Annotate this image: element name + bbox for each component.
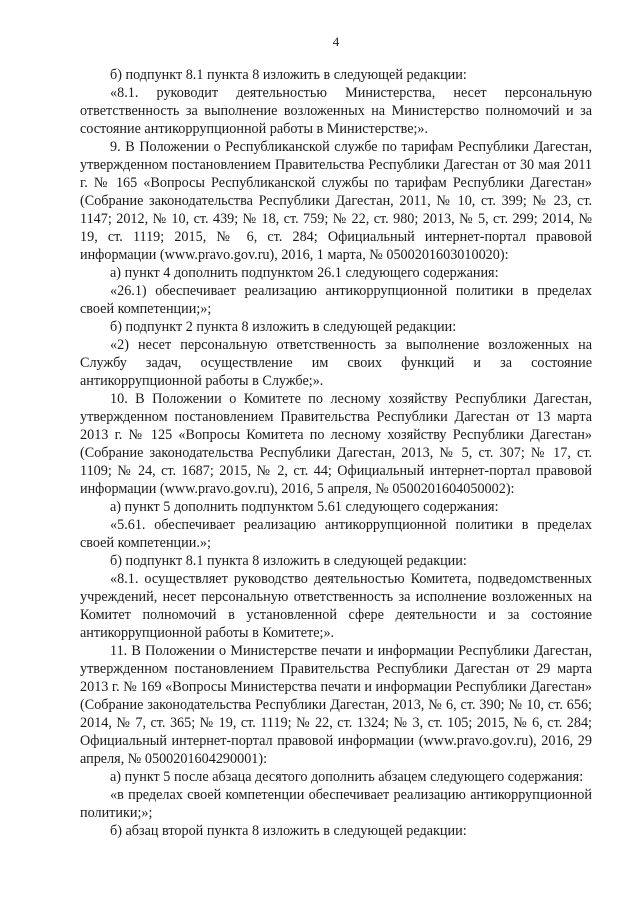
paragraph-quote-competence: «в пределах своей компетенции обеспечивает реализацию антикоррупционной политики;»; [80, 787, 592, 821]
paragraph-amend-b-8-second-intro: б) абзац второй пункта 8 изложить в следующей редакции: [110, 823, 467, 839]
paragraph-quote-8-1-committee: «8.1. осуществляет руководство деятельностью Комитета, подведомственных учреждений, несет персональную ответственность за исполнение возложенных на Комитет полномочий в установленной сфере деятельности и за состояние антикоррупционной работы в Комитете;». [80, 571, 592, 641]
paragraph-quote-2-service: «2) несет персональную ответственность за выполнение возложенных на Службу задач, осуществление им своих функций и за состояние антикоррупционной работы в Службе;». [80, 337, 592, 389]
paragraph-item-9-tariff-service: 9. В Положении о Республиканской службе по тарифам Республики Дагестан, утвержденном постановлением Правительства Республики Дагестан от 30 мая 2011 г. № 165 «Вопросы Республиканской службы по тарифам Республики Дагестан» (Собрание законодательства Республики Дагестан, 2011, № 10, ст. 399; № 23, ст. 1147; 2012, № 10, ст. 439; № 18, ст. 759; № 22, ст. 980; 2013, № 5, ст. 299; 2014, № 19, ст. 1119; 2015, № 6, ст. 284; Официальный интернет-портал правовой информации (www.pravo.gov.ru), 2016, 1 марта, № 0500201603010020): [80, 139, 592, 263]
paragraph-quote-8-1-ministry: «8.1. руководит деятельностью Министерства, несет персональную ответственность за выполнение возложенных на Министерство полномочий и за состояние антикоррупционной работы в Министерстве;». [80, 85, 592, 137]
paragraph-quote-5-61: «5.61. обеспечивает реализацию антикоррупционной политики в пределах своей компетенции.»; [80, 517, 592, 551]
paragraph-amend-b-8-1-intro: б) подпункт 8.1 пункта 8 изложить в следующей редакции: [110, 67, 467, 83]
document-body [80, 66, 592, 840]
page-number: 4 [332, 34, 340, 49]
paragraph-quote-26-1: «26.1) обеспечивает реализацию антикоррупционной политики в пределах своей компетенции;»; [80, 283, 592, 317]
paragraph-amend-a-26-1-intro: а) пункт 4 дополнить подпунктом 26.1 следующего содержания: [110, 265, 499, 281]
paragraph-amend-a-5-61-intro: а) пункт 5 дополнить подпунктом 5.61 следующего содержания: [110, 499, 499, 515]
paragraph-amend-a-5-tenth-intro: а) пункт 5 после абзаца десятого дополнить абзацем следующего содержания: [110, 769, 584, 785]
paragraph-item-10-forestry: 10. В Положении о Комитете по лесному хозяйству Республики Дагестан, утвержденном постановлением Правительства Республики Дагестан от 13 марта 2013 г. № 125 «Вопросы Комитета по лесному хозяйству Республики Дагестан» (Собрание законодательства Республики Дагестан, 2013, № 5, ст. 307; № 17, ст. 1109; № 24, ст. 1687; 2015, № 2, ст. 44; Официальный интернет-портал правовой информации (www.pravo.gov.ru), 2016, 5 апреля, № 0500201604050002): [80, 391, 592, 497]
paragraph-amend-b-2-intro: б) подпункт 2 пункта 8 изложить в следующей редакции: [110, 319, 457, 335]
paragraph-item-11-press-ministry: 11. В Положении о Министерстве печати и информации Республики Дагестан, утвержденном постановлением Правительства Республики Дагестан от 29 марта 2013 г. № 169 «Вопросы Министерства печати и информации Республики Дагестан» (Собрание законодательства Республики Дагестан, 2013, № 6, ст. 390; № 10, ст. 656; 2014, № 7, ст. 365; № 19, ст. 1119; № 22, ст. 1324; № 3, ст. 105; 2015, № 6, ст. 284; Официальный интернет-портал правовой информации (www.pravo.gov.ru), 2016, 29 апреля, № 0500201604290001): [80, 643, 593, 767]
paragraph-amend-b-8-1-committee-intro: б) подпункт 8.1 пункта 8 изложить в следующей редакции: [110, 553, 467, 569]
